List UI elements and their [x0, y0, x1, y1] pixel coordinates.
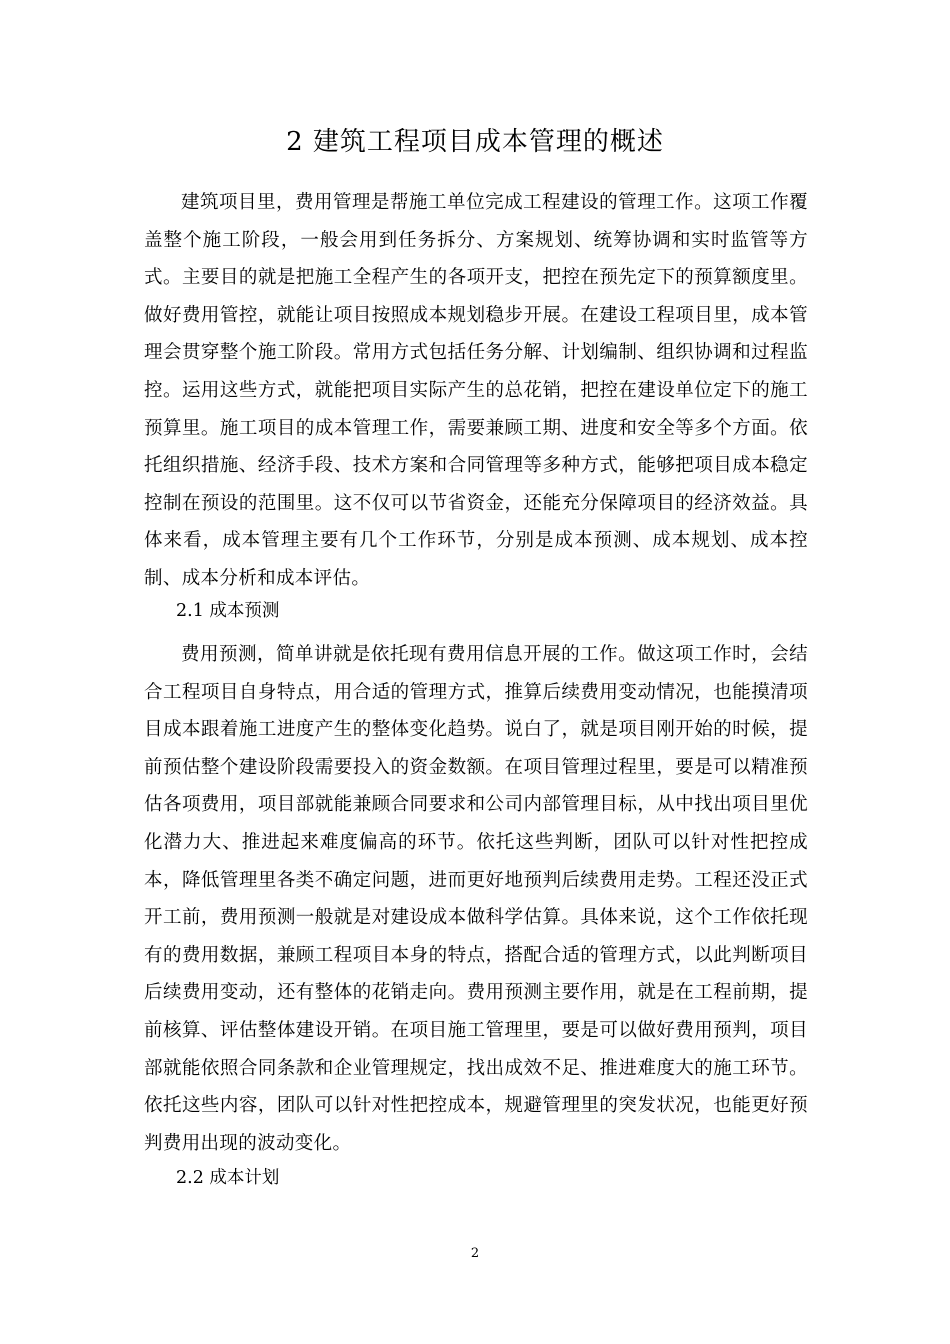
chapter-title: 2 建筑工程项目成本管理的概述	[286, 127, 664, 157]
intro-paragraph: 建筑项目里，费用管理是帮施工单位完成工程建设的管理工作。这项工作覆盖整个施工阶段，一般会用到任务拆分、方案规划、统筹协调和实时监管等方式。主要目的就是把施工全程产生的各项开支，把控在预先定下的预算额度里。做好费用管控，就能让项目按照成本规划稳步开展。在建设工程项目里，成本管理会贯穿整个施工阶段。常用方式包括任务分解、计划编制、组织协调和过程监控。运用这些方式，就能把项目实际产生的总花销，把控在建设单位定下的施工预算里。施工项目的成本管理工作，需要兼顾工期、进度和安全等多个方面。依托组织措施、经济手段、技术方案和合同管理等多种方式，能够把项目成本稳定控制在预设的范围里。这不仅可以节省资金，还能充分保障项目的经济效益。具体来看，成本管理主要有几个工作环节，分别是成本预测、成本规划、成本控制、成本分析和成本评估。	[144, 192, 808, 589]
page-number: 2	[470, 1246, 480, 1261]
section-heading-cost-forecast: 2.1 成本预测	[176, 601, 280, 621]
section-heading-cost-plan: 2.2 成本计划	[176, 1168, 280, 1188]
cost-forecast-paragraph: 费用预测，简单讲就是依托现有费用信息开展的工作。做这项工作时，会结合工程项目自身特点，用合适的管理方式，推算后续费用变动情况，也能摸清项目成本跟着施工进度产生的整体变化趋势。说白了，就是项目刚开始的时候，提前预估整个建设阶段需要投入的资金数额。在项目管理过程里，要是可以精准预估各项费用，项目部就能兼顾合同要求和公司内部管理目标，从中找出项目里优化潜力大、推进起来难度偏高的环节。依托这些判断，团队可以针对性把控成本，降低管理里各类不确定问题，进而更好地预判后续费用走势。工程还没正式开工前，费用预测一般就是对建设成本做科学估算。具体来说，这个工作依托现有的费用数据，兼顾工程项目本身的特点，搭配合适的管理方式，以此判断项目后续费用变动，还有整体的花销走向。费用预测主要作用，就是在工程前期，提前核算、评估整体建设开销。在项目施工管理里，要是可以做好费用预判，项目部就能依照合同条款和企业管理规定，找出成效不足、推进难度大的施工环节。依托这些内容，团队可以针对性把控成本，规避管理里的突发状况，也能更好预判费用出现的波动变化。	[144, 644, 808, 1154]
